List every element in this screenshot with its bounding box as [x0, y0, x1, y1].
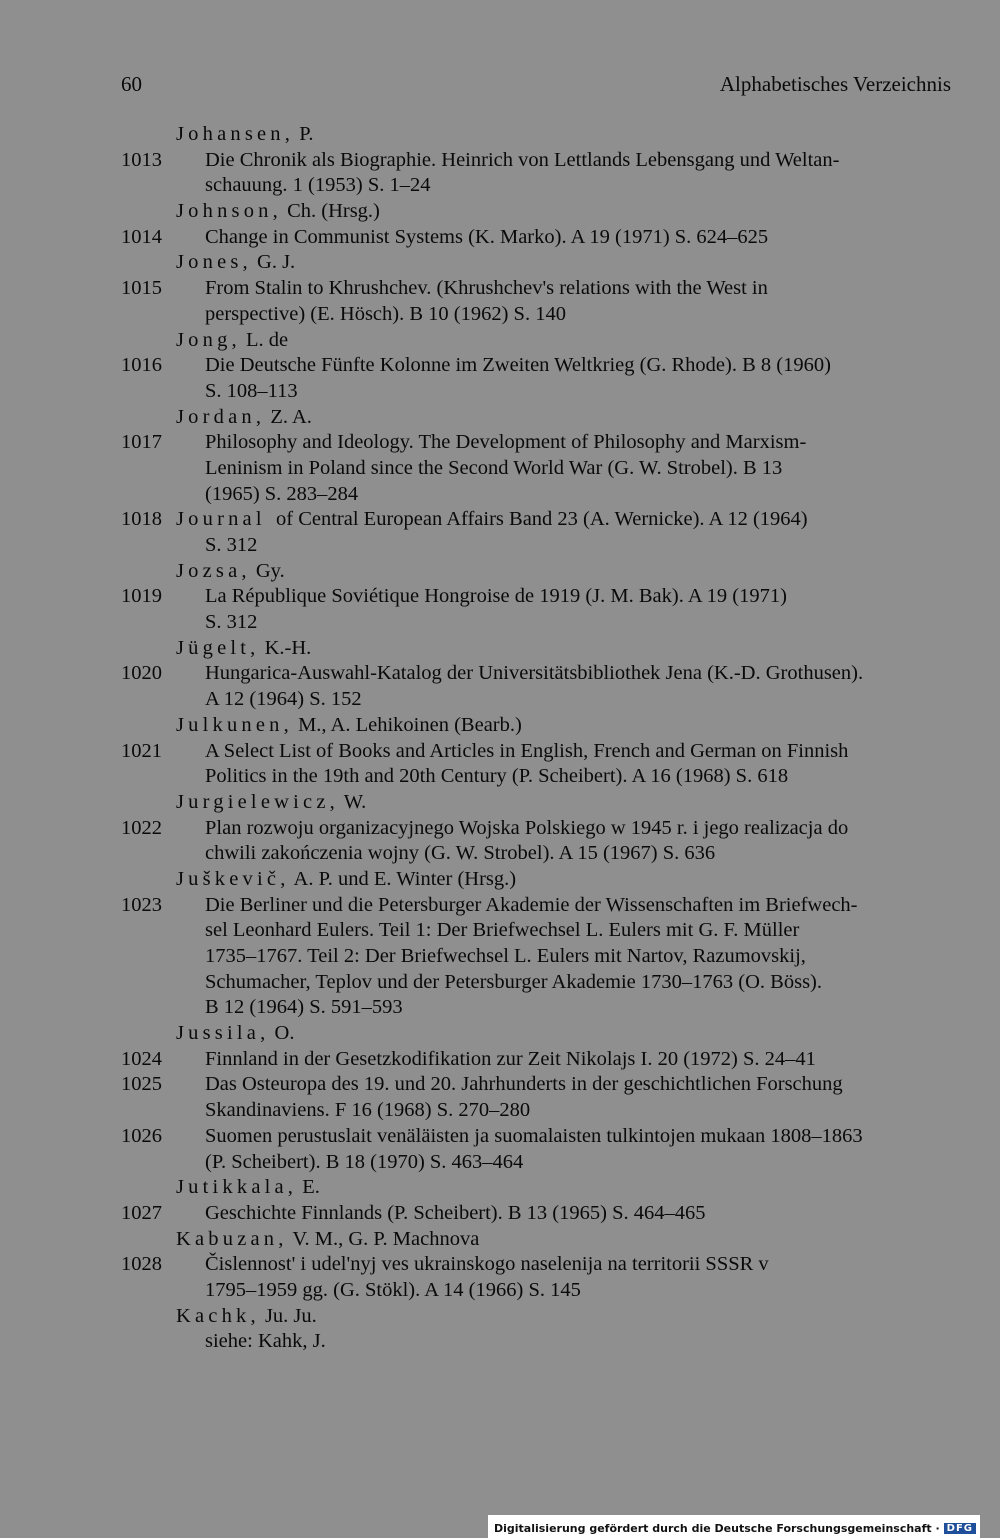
author-line [176, 867, 516, 893]
author-detail: A. P. und E. Winter (Hrsg.) [289, 867, 517, 890]
entry-text: siehe: Kahk, J. [205, 1330, 326, 1353]
index-entry [0, 1047, 1000, 1073]
author-heading [0, 790, 1000, 816]
author-line [176, 1175, 320, 1201]
entry-text: Geschichte Finnlands (P. Scheibert). B 13 (1965) S. 464–465 [205, 1201, 706, 1224]
entry-number: 1019 [121, 585, 162, 608]
author-name: Jozsa, [176, 559, 251, 582]
page-number: 60 [121, 72, 142, 96]
index-entry [0, 353, 1000, 379]
author-detail: Z. A. [265, 405, 312, 428]
entry-number: 1021 [121, 739, 162, 762]
entry-continuation [0, 302, 1000, 328]
dfg-logo: DFG [944, 1523, 976, 1534]
entry-text: (1965) S. 283–284 [205, 482, 359, 505]
entry-text: Change in Communist Systems (K. Marko). A 19 (1971) S. 624–625 [205, 225, 769, 248]
entry-continuation [0, 379, 1000, 405]
author-heading [0, 636, 1000, 662]
author-heading [0, 405, 1000, 431]
author-line [176, 713, 522, 739]
entry-text: B 12 (1964) S. 591–593 [205, 996, 403, 1019]
author-heading [0, 559, 1000, 585]
entry-number: 1018 [121, 508, 162, 531]
author-line [176, 636, 311, 662]
author-name: Jutikkala, [176, 1176, 298, 1199]
index-entry [0, 1072, 1000, 1098]
index-list [0, 122, 1000, 1355]
author-detail: K.-H. [259, 636, 312, 659]
author-detail: O. [269, 1022, 295, 1045]
author-line [176, 405, 312, 431]
index-entry [0, 584, 1000, 610]
entry-continuation [0, 482, 1000, 508]
entry-number: 1016 [121, 354, 162, 377]
index-entry [0, 893, 1000, 919]
entry-continuation [0, 456, 1000, 482]
entry-text: Die Deutsche Fünfte Kolonne im Zweiten Weltkrieg (G. Rhode). B 8 (1960) [205, 354, 831, 377]
entry-continuation [0, 764, 1000, 790]
entry-text: A Select List of Books and Articles in English, French and German on Finnish [205, 739, 849, 762]
author-heading [0, 1021, 1000, 1047]
entry-continuation [0, 841, 1000, 867]
digitization-footer [488, 1515, 980, 1538]
entry-continuation [0, 610, 1000, 636]
author-detail: W. [338, 790, 367, 813]
index-entry [0, 225, 1000, 251]
author-name: Jordan, [176, 405, 266, 428]
entry-number: 1017 [121, 431, 162, 454]
entry-text: From Stalin to Khrushchev. (Khrushchev's relations with the West in [205, 277, 768, 300]
entry-number: 1020 [121, 662, 162, 685]
author-detail: Gy. [250, 559, 285, 582]
author-line [176, 559, 285, 585]
entry-text: 1735–1767. Teil 2: Der Briefwechsel L. Eulers mit Nartov, Razumovskij, [205, 945, 806, 967]
author-heading [0, 1227, 1000, 1253]
entry-number: 1013 [121, 148, 162, 171]
index-entry [0, 507, 1000, 533]
author-name: Juškevič, [176, 867, 290, 890]
author-name: Jügelt, [176, 636, 260, 659]
author-detail: Ju. Ju. [259, 1304, 317, 1327]
entry-text: Hungarica-Auswahl-Katalog der Universitätsbibliothek Jena (K.-D. Grothusen). [205, 662, 864, 685]
index-entry [0, 1124, 1000, 1150]
entry-text: S. 312 [205, 534, 258, 556]
author-line [176, 507, 808, 533]
entry-number: 1026 [121, 1124, 162, 1147]
author-detail: L. de [240, 328, 289, 351]
author-heading [0, 713, 1000, 739]
author-heading [0, 199, 1000, 225]
entry-text: (P. Scheibert). B 18 (1970) S. 463–464 [205, 1150, 524, 1173]
author-detail: P. [294, 123, 314, 145]
index-entry [0, 816, 1000, 842]
entry-continuation [0, 918, 1000, 944]
entry-number: 1027 [121, 1201, 162, 1224]
entry-text: Die Chronik als Biographie. Heinrich von Lettlands Lebensgang und Weltan- [205, 148, 840, 171]
entry-text: Das Osteuropa des 19. und 20. Jahrhunderts in der geschichtlichen Forschung [205, 1073, 843, 1096]
entry-continuation [0, 1278, 1000, 1304]
entry-text: perspective) (E. Hösch). B 10 (1962) S. 140 [205, 302, 566, 325]
author-heading [0, 867, 1000, 893]
entry-continuation [0, 687, 1000, 713]
author-name: Kabuzan, [176, 1227, 288, 1250]
entry-text: 1795–1959 gg. (G. Stökl). A 14 (1966) S. 145 [205, 1278, 581, 1301]
index-entry [0, 276, 1000, 302]
entry-text: Suomen perustuslait venäläisten ja suomalaisten tulkintojen mukaan 1808–1863 [205, 1124, 863, 1147]
author-heading [0, 122, 1000, 148]
author-heading [0, 328, 1000, 354]
entry-text: S. 312 [205, 611, 258, 634]
index-entry [0, 148, 1000, 174]
author-detail: M., A. Lehikoinen (Bearb.) [292, 713, 522, 736]
entry-continuation [0, 173, 1000, 199]
author-line [176, 790, 366, 816]
entry-text: La République Soviétique Hongroise de 1919 (J. M. Bak). A 19 (1971) [205, 585, 787, 608]
author-heading [0, 250, 1000, 276]
entry-continuation [0, 944, 1000, 970]
entry-text: Schumacher, Teplov und der Petersburger Akademie 1730–1763 (O. Böss). [205, 970, 822, 993]
entry-text: Plan rozwoju organizacyjnego Wojska Polskiego w 1945 r. i jego realizacja do [205, 816, 849, 839]
index-entry [0, 661, 1000, 687]
entry-number: 1024 [121, 1047, 162, 1070]
entry-text: Finnland in der Gesetzkodifikation zur Zeit Nikolajs I. 20 (1972) S. 24–41 [205, 1047, 816, 1070]
author-name: Journal [176, 508, 266, 531]
author-line [176, 199, 380, 225]
author-line [176, 1227, 479, 1253]
entry-continuation [0, 1150, 1000, 1176]
author-line [176, 250, 295, 276]
entry-text: Skandinaviens. F 16 (1968) S. 270–280 [205, 1099, 531, 1122]
entry-continuation [0, 995, 1000, 1021]
entry-number: 1028 [121, 1253, 162, 1276]
running-title: Alphabetisches Verzeichnis [719, 72, 951, 96]
entry-text: A 12 (1964) S. 152 [205, 688, 362, 711]
entry-text: Leninism in Poland since the Second World War (G. W. Strobel). B 13 [205, 456, 783, 479]
entry-number: 1023 [121, 893, 162, 916]
entry-text: Die Berliner und die Petersburger Akademie der Wissenschaften im Briefwech- [205, 893, 858, 916]
index-entry [0, 1252, 1000, 1278]
entry-text: Philosophy and Ideology. The Development of Philosophy and Marxism- [205, 431, 807, 454]
author-name: Kachk, [176, 1304, 260, 1327]
author-heading [0, 1304, 1000, 1330]
author-name: Jones, [176, 251, 252, 274]
author-line [176, 122, 313, 148]
author-detail: Ch. (Hrsg.) [281, 200, 380, 223]
author-name: Julkunen, [176, 713, 293, 736]
author-name: Johansen, [176, 123, 295, 145]
author-line [176, 1304, 317, 1330]
entry-text: schauung. 1 (1953) S. 1–24 [205, 174, 431, 197]
author-name: Johnson, [176, 200, 282, 223]
entry-text: Čislennost' i udel'nyj ves ukrainskogo naselenija na territorii SSSR v [205, 1253, 769, 1276]
entry-number: 1014 [121, 225, 162, 248]
entry-text: chwili zakończenia wojny (G. W. Strobel). A 15 (1967) S. 636 [205, 842, 716, 865]
author-detail: E. [297, 1176, 320, 1199]
entry-continuation [0, 1329, 1000, 1355]
author-heading [0, 1175, 1000, 1201]
footer-text: Digitalisierung gefördert durch die Deutsche Forschungsgemeinschaft · [493, 1521, 940, 1535]
index-entry [0, 739, 1000, 765]
entry-continuation [0, 970, 1000, 996]
entry-number: 1015 [121, 277, 162, 300]
entry-text: Politics in the 19th and 20th Century (P. Scheibert). A 16 (1968) S. 618 [205, 765, 789, 788]
entry-text: S. 108–113 [205, 379, 298, 402]
author-name: Jurgielewicz, [176, 790, 339, 813]
author-detail: of Central European Affairs Band 23 (A. Wernicke). A 12 (1964) [265, 508, 808, 531]
entry-number: 1022 [121, 816, 162, 839]
entry-text: sel Leonhard Eulers. Teil 1: Der Briefwechsel L. Eulers mit G. F. Müller [205, 919, 800, 942]
entry-continuation [0, 1098, 1000, 1124]
author-line [176, 328, 288, 354]
entry-number: 1025 [121, 1073, 162, 1096]
author-name: Jussila, [176, 1022, 270, 1045]
author-line [176, 1021, 294, 1047]
author-detail: V. M., G. P. Machnova [287, 1227, 480, 1250]
index-entry [0, 430, 1000, 456]
author-name: Jong, [176, 328, 241, 351]
author-detail: G. J. [251, 251, 296, 274]
entry-continuation [0, 533, 1000, 559]
index-entry [0, 1201, 1000, 1227]
